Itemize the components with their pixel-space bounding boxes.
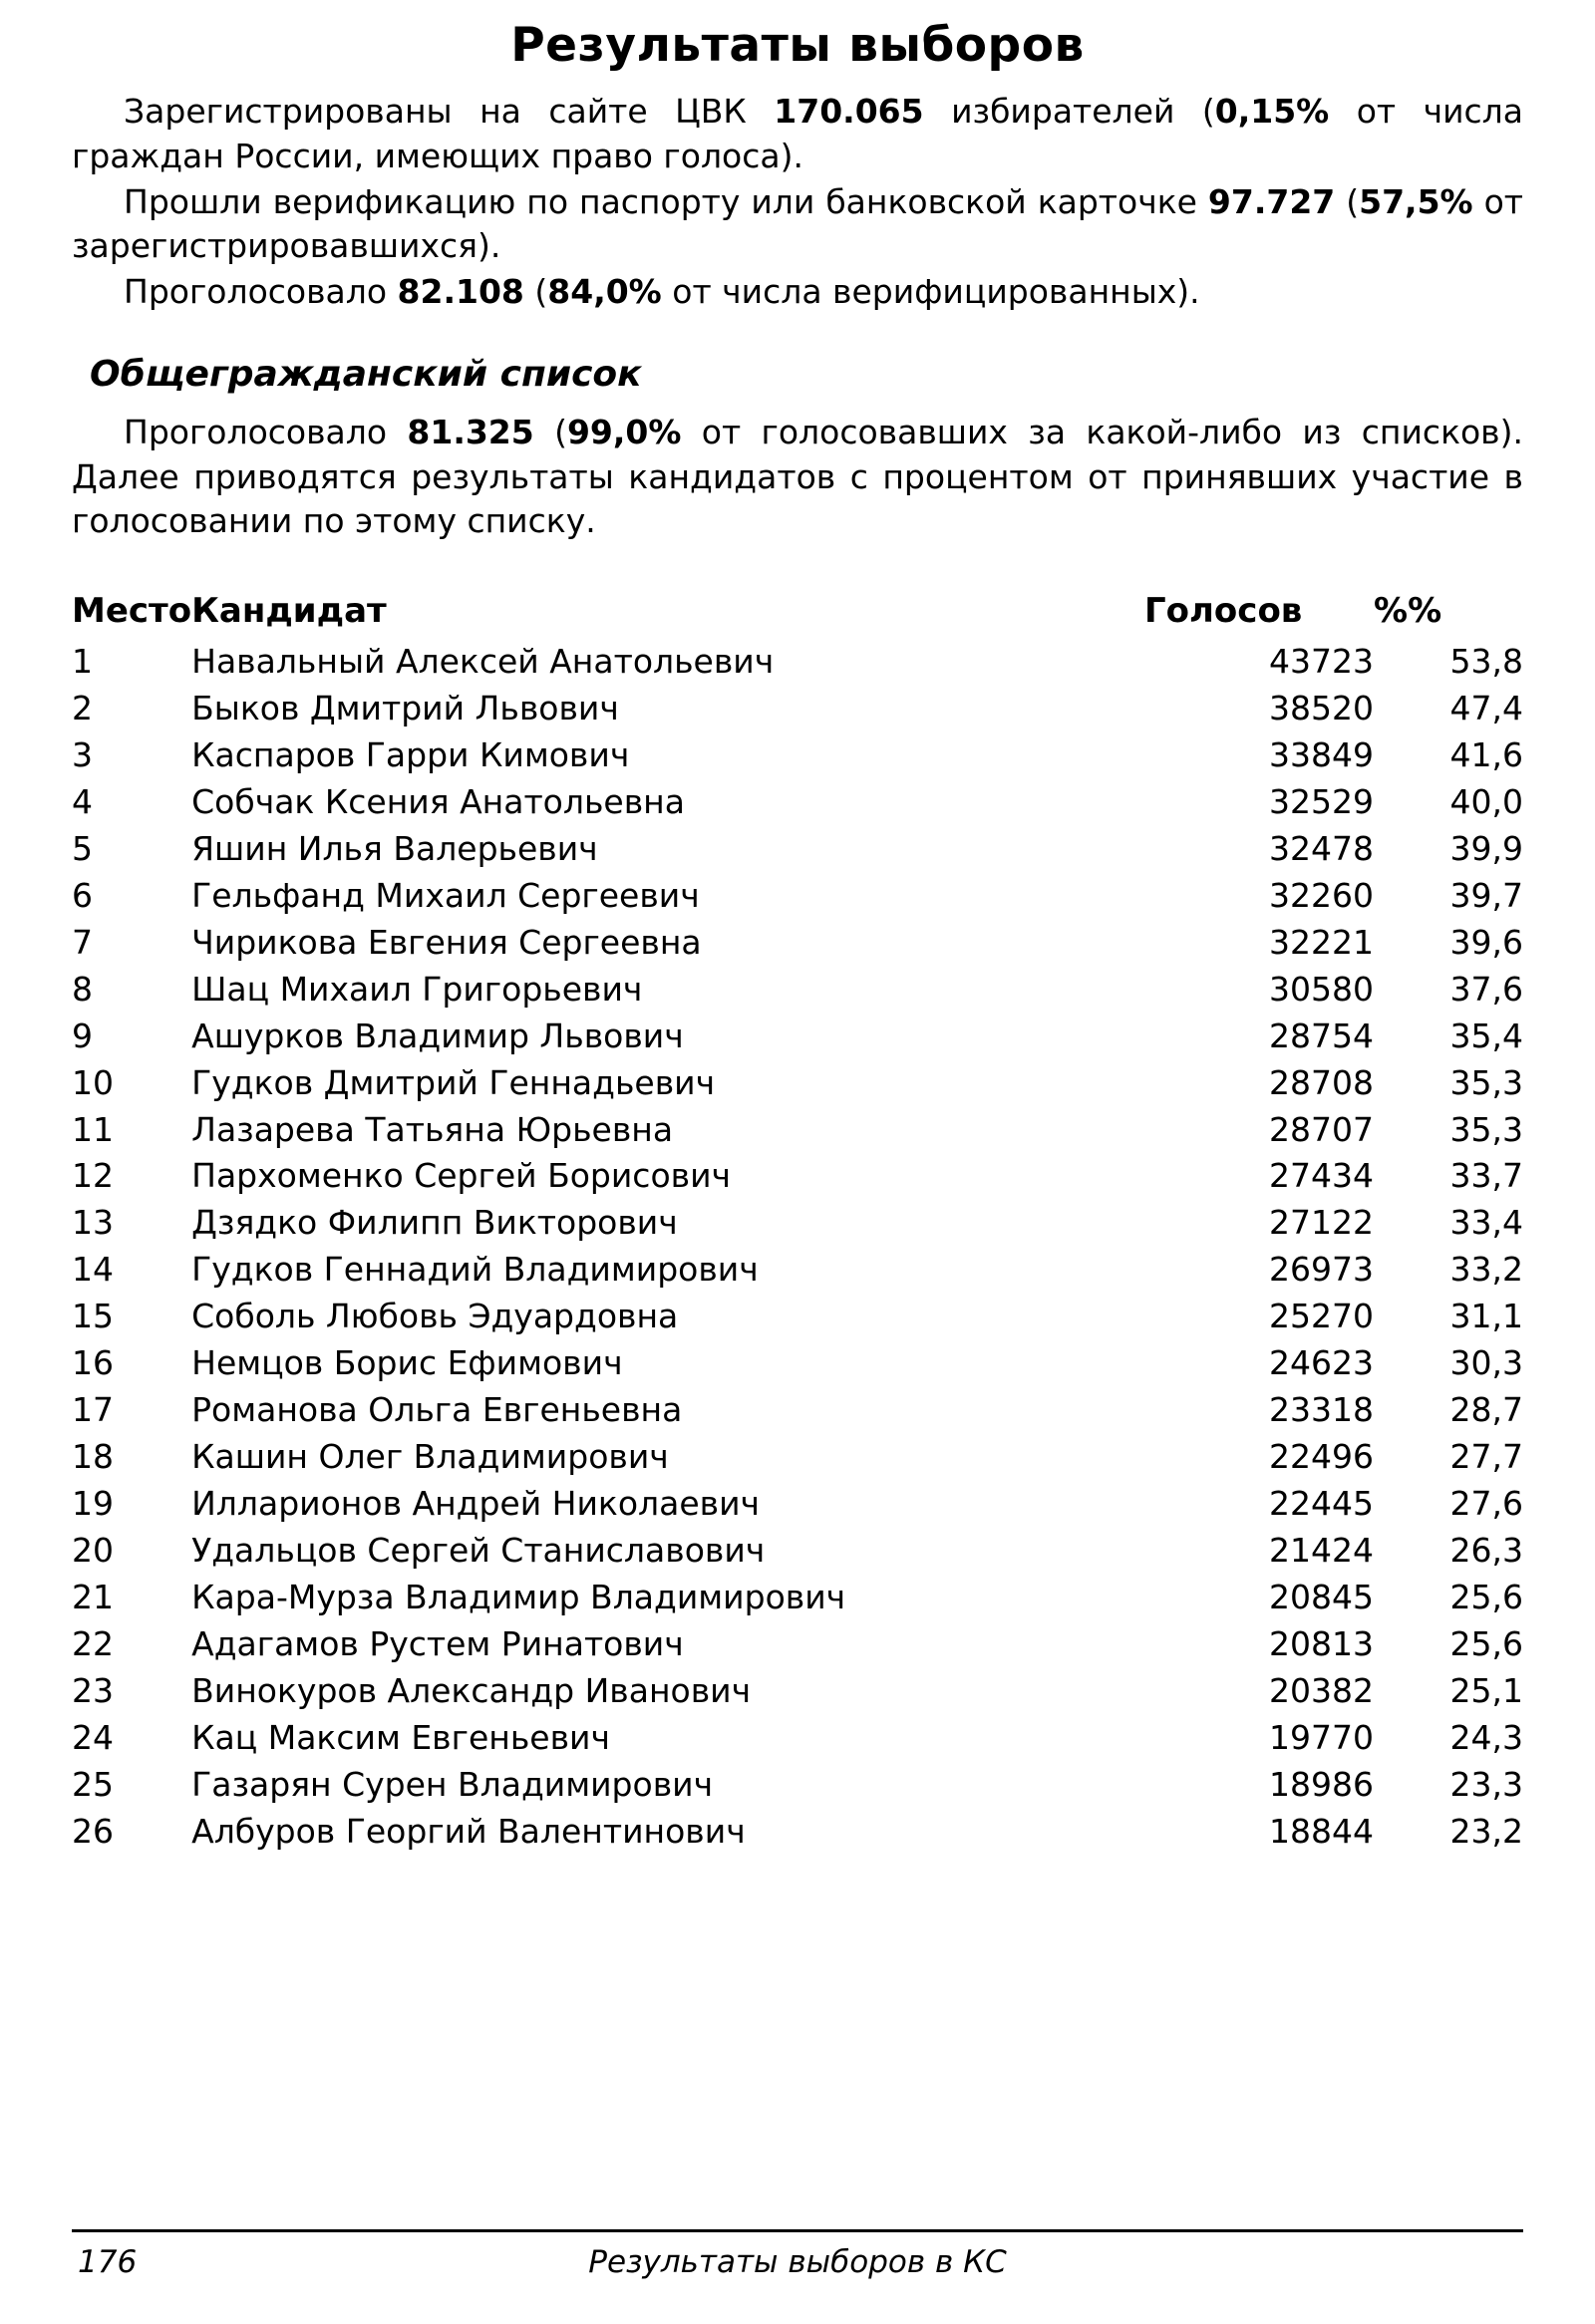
table-row: [72, 779, 1523, 826]
emphasis-value: 0,15%: [1214, 92, 1330, 132]
section-heading: Общегражданский список: [90, 354, 642, 396]
emphasis-value: 81.325: [407, 413, 534, 452]
table-row: [72, 1387, 1523, 1434]
paragraph-text: избирателей (: [923, 92, 1215, 132]
table-row: [72, 1621, 1523, 1668]
table-header-row: [72, 591, 1523, 639]
cell-votes: 25270: [1269, 1297, 1374, 1336]
cell-place: 6: [72, 875, 93, 915]
cell-candidate: Удальцов Сергей Станиславович: [191, 1530, 766, 1570]
footer-running-title: Результаты выборов в КС: [588, 2244, 1007, 2280]
cell-votes: 30580: [1269, 969, 1374, 1009]
cell-percent: 31,1: [1449, 1297, 1523, 1336]
cell-percent: 25,1: [1449, 1670, 1523, 1710]
cell-percent: 35,3: [1449, 1109, 1523, 1149]
cell-candidate: Быков Дмитрий Львович: [191, 689, 619, 728]
cell-place: 8: [72, 969, 93, 1009]
cell-votes: 20382: [1269, 1670, 1374, 1710]
table-row: [72, 1014, 1523, 1060]
cell-votes: 23318: [1269, 1390, 1374, 1430]
table-row: [72, 1715, 1523, 1762]
paragraph-text: от голосовавших за какой-либо из списков). Далее приводятся результаты кандидатов с процентом от принявших участие в голосовании по этому списку.: [72, 413, 1523, 540]
cell-votes: 27434: [1269, 1156, 1374, 1196]
cell-place: 1: [72, 642, 93, 682]
cell-votes: 21424: [1269, 1530, 1374, 1570]
paragraph-text: (: [1335, 181, 1360, 221]
cell-place: 23: [72, 1670, 114, 1710]
emphasis-value: 99,0%: [566, 413, 682, 452]
cell-votes: 20845: [1269, 1577, 1374, 1616]
paragraph-text: Прошли верификацию по паспорту или банковской карточке: [124, 181, 1208, 221]
cell-percent: 33,7: [1449, 1156, 1523, 1196]
cell-place: 2: [72, 689, 93, 728]
cell-percent: 35,3: [1449, 1062, 1523, 1102]
table-row: [72, 873, 1523, 920]
cell-candidate: Гудков Геннадий Владимирович: [191, 1250, 759, 1290]
table-row: [72, 1481, 1523, 1528]
cell-candidate: Адагамов Рустем Ринатович: [191, 1623, 684, 1663]
cell-percent: 39,7: [1449, 875, 1523, 915]
cell-percent: 33,4: [1449, 1203, 1523, 1243]
cell-place: 12: [72, 1156, 114, 1196]
cell-votes: 20813: [1269, 1623, 1374, 1663]
cell-percent: 28,7: [1449, 1390, 1523, 1430]
table-row: [72, 1575, 1523, 1621]
cell-candidate: Чирикова Евгения Сергеевна: [191, 922, 702, 962]
cell-votes: 19770: [1269, 1717, 1374, 1757]
cell-place: 17: [72, 1390, 114, 1430]
table-row: [72, 1668, 1523, 1715]
table-row: [72, 1153, 1523, 1200]
cell-votes: 32260: [1269, 875, 1374, 915]
cell-votes: 24623: [1269, 1343, 1374, 1383]
cell-place: 19: [72, 1484, 114, 1524]
cell-votes: 28707: [1269, 1109, 1374, 1149]
cell-place: 13: [72, 1203, 114, 1243]
cell-candidate: Лазарева Татьяна Юрьевна: [191, 1109, 674, 1149]
cell-candidate: Шац Михаил Григорьевич: [191, 969, 643, 1009]
table-row: [72, 967, 1523, 1014]
table-row: [72, 639, 1523, 686]
cell-votes: 26973: [1269, 1250, 1374, 1290]
cell-place: 3: [72, 735, 93, 775]
cell-candidate: Немцов Борис Ефимович: [191, 1343, 623, 1383]
cell-votes: 22445: [1269, 1484, 1374, 1524]
cell-candidate: Гудков Дмитрий Геннадьевич: [191, 1062, 716, 1102]
cell-votes: 18986: [1269, 1764, 1374, 1804]
emphasis-value: 170.065: [774, 92, 924, 132]
cell-candidate: Яшин Илья Валерьевич: [191, 828, 598, 868]
cell-votes: 32529: [1269, 781, 1374, 821]
column-header-votes: Голосов: [1144, 591, 1303, 632]
table-row: [72, 1809, 1523, 1856]
cell-place: 4: [72, 781, 93, 821]
cell-votes: 38520: [1269, 689, 1374, 728]
cell-candidate: Гельфанд Михаил Сергеевич: [191, 875, 700, 915]
cell-place: 21: [72, 1577, 114, 1616]
cell-candidate: Албуров Георгий Валентинович: [191, 1811, 746, 1851]
table-row: [72, 826, 1523, 873]
cell-candidate: Пархоменко Сергей Борисович: [191, 1156, 732, 1196]
paragraph-text: Проголосовало: [124, 272, 398, 312]
intro-block: [72, 90, 1523, 314]
cell-votes: 28754: [1269, 1016, 1374, 1055]
cell-candidate: Винокуров Александр Иванович: [191, 1670, 752, 1710]
cell-place: 24: [72, 1717, 114, 1757]
cell-percent: 40,0: [1449, 781, 1523, 821]
cell-candidate: Романова Ольга Евгеньевна: [191, 1390, 683, 1430]
cell-votes: 33849: [1269, 735, 1374, 775]
cell-percent: 26,3: [1449, 1530, 1523, 1570]
cell-votes: 32221: [1269, 922, 1374, 962]
cell-place: 16: [72, 1343, 114, 1383]
table-row: [72, 732, 1523, 779]
column-header-candidate: Кандидат: [191, 591, 387, 632]
cell-place: 18: [72, 1437, 114, 1477]
emphasis-value: 57,5%: [1359, 181, 1473, 221]
paragraph-text: от зарегистрировавшихся).: [72, 181, 1523, 266]
table-row: [72, 1200, 1523, 1247]
cell-votes: 22496: [1269, 1437, 1374, 1477]
cell-percent: 25,6: [1449, 1577, 1523, 1616]
cell-votes: 28708: [1269, 1062, 1374, 1102]
cell-votes: 27122: [1269, 1203, 1374, 1243]
cell-percent: 35,4: [1449, 1016, 1523, 1055]
table-row: [72, 1340, 1523, 1387]
cell-candidate: Собчак Ксения Анатольевна: [191, 781, 685, 821]
emphasis-value: 97.727: [1207, 181, 1336, 221]
footer-page-number: 176: [78, 2244, 138, 2280]
paragraph-intro-1: [72, 90, 1523, 177]
cell-percent: 23,2: [1449, 1811, 1523, 1851]
cell-candidate: Дзядко Филипп Викторович: [191, 1203, 678, 1243]
results-table-body: [72, 639, 1523, 1855]
cell-percent: 27,6: [1449, 1484, 1523, 1524]
cell-place: 11: [72, 1109, 114, 1149]
page-title: Результаты выборов: [510, 18, 1085, 73]
column-header-place: Место: [72, 591, 192, 632]
cell-candidate: Навальный Алексей Анатольевич: [191, 642, 775, 682]
cell-votes: 32478: [1269, 828, 1374, 868]
cell-votes: 18844: [1269, 1811, 1374, 1851]
section-block: [72, 411, 1523, 543]
cell-place: 10: [72, 1062, 114, 1102]
paragraph-intro-2: [72, 180, 1523, 268]
results-table: [72, 591, 1523, 1855]
table-row: [72, 1247, 1523, 1294]
table-row: [72, 920, 1523, 967]
paragraph-text: (: [523, 272, 548, 312]
table-row: [72, 1294, 1523, 1340]
cell-candidate: Кашин Олег Владимирович: [191, 1437, 669, 1477]
cell-candidate: Ашурков Владимир Львович: [191, 1016, 684, 1055]
page-footer: [72, 2229, 1523, 2290]
cell-candidate: Газарян Сурен Владимирович: [191, 1764, 714, 1804]
cell-percent: 23,3: [1449, 1764, 1523, 1804]
cell-place: 14: [72, 1250, 114, 1290]
paragraph-text: от числа граждан России, имеющих право голоса).: [72, 92, 1523, 175]
column-header-percent: %%: [1374, 591, 1442, 632]
cell-candidate: Илларионов Андрей Николаевич: [191, 1484, 761, 1524]
cell-votes: 43723: [1269, 642, 1374, 682]
cell-place: 22: [72, 1623, 114, 1663]
paragraph-section-1: [72, 411, 1523, 543]
table-row: [72, 1762, 1523, 1809]
document-page: [0, 18, 1595, 2324]
cell-percent: 30,3: [1449, 1343, 1523, 1383]
paragraph-text: Проголосовало: [124, 413, 408, 452]
cell-candidate: Кац Максим Евгеньевич: [191, 1717, 610, 1757]
cell-candidate: Каспаров Гарри Кимович: [191, 735, 630, 775]
table-row: [72, 1434, 1523, 1481]
cell-percent: 39,6: [1449, 922, 1523, 962]
footer-row: [72, 2244, 1523, 2290]
paragraph-text: (: [533, 413, 567, 452]
cell-place: 25: [72, 1764, 114, 1804]
table-row: [72, 1060, 1523, 1107]
cell-percent: 33,2: [1449, 1250, 1523, 1290]
cell-place: 26: [72, 1811, 114, 1851]
cell-percent: 39,9: [1449, 828, 1523, 868]
table-row: [72, 1528, 1523, 1575]
paragraph-intro-3: [72, 270, 1523, 314]
cell-percent: 24,3: [1449, 1717, 1523, 1757]
paragraph-text: от числа верифицированных).: [661, 272, 1200, 312]
emphasis-value: 82.108: [397, 272, 524, 312]
cell-place: 15: [72, 1297, 114, 1336]
emphasis-value: 84,0%: [547, 272, 662, 312]
paragraph-text: Зарегистрированы на сайте ЦВК: [124, 92, 775, 132]
cell-place: 5: [72, 828, 93, 868]
cell-place: 9: [72, 1016, 93, 1055]
cell-percent: 27,7: [1449, 1437, 1523, 1477]
cell-candidate: Кара-Мурза Владимир Владимирович: [191, 1577, 846, 1616]
cell-percent: 47,4: [1449, 689, 1523, 728]
table-row: [72, 1107, 1523, 1154]
cell-place: 7: [72, 922, 93, 962]
cell-place: 20: [72, 1530, 114, 1570]
cell-candidate: Соболь Любовь Эдуардовна: [191, 1297, 679, 1336]
cell-percent: 25,6: [1449, 1623, 1523, 1663]
cell-percent: 41,6: [1449, 735, 1523, 775]
footer-divider: [72, 2229, 1523, 2232]
cell-percent: 53,8: [1449, 642, 1523, 682]
table-row: [72, 686, 1523, 732]
cell-percent: 37,6: [1449, 969, 1523, 1009]
